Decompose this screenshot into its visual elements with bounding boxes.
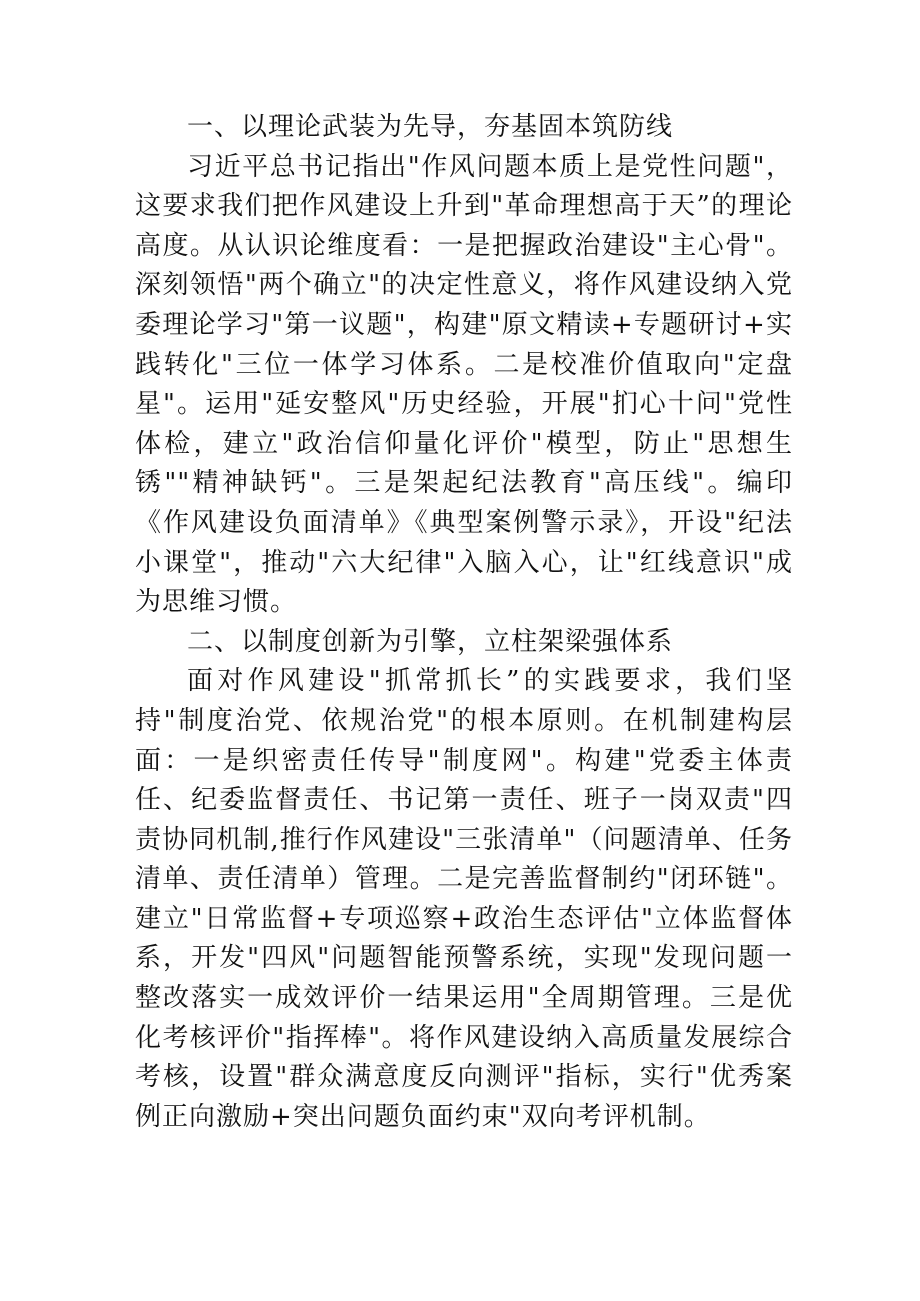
section-2-paragraph: 面对作风建设"抓常抓长”的实践要求，我们坚持"制度治党、依规治党"的根本原则。在机制建构层面：一是织密责任传导"制度网"。构建"党委主体责任、纪委监督责任、书记第一责任、班子一岗双责"四责协同机制,推行作风建设"三张清单"（问题清单、任务清单、责任清单）管理。二是完善监督制约"闭环链"。建立"日常监督+专项巡察+政治生态评估"立体监督体系，开发"四风"问题智能预警系统，实现"发现问题一整改落实一成效评价一结果运用"全周期管理。三是优化考核评价"指挥棒"。将作风建设纳入高质量发展综合考核，设置"群众满意度反向测评"指标，实行"优秀案例正向激励+突出问题负面约束"双向考评机制。	[135, 666, 793, 1132]
section-1-heading: 一、以理论武装为先导，夯基固本筑防线	[187, 112, 674, 142]
section-2-heading: 二、以制度创新为引擎，立柱架梁强体系	[187, 626, 674, 657]
document-body	[135, 108, 793, 1137]
section-1-paragraph: 习近平总书记指出"作风问题本质上是党性问题"，这要求我们把作风建设上升到"革命理想高于天”的理论高度。从认识论维度看：一是把握政治建设"主心骨"。深刻领悟"两个确立"的决定性意义，将作风建设纳入党委理论学习"第一议题"，构建"原文精读+专题研讨+实践转化"三位一体学习体系。二是校准价值取向"定盘星"。运用"延安整风"历史经验，开展"扪心十问"党性体检，建立"政治信仰量化评价"模型，防止"思想生锈""精神缺钙"。三是架起纪法教育"高压线"。编印《作风建设负面清单》《典型案例警示录》，开设"纪法小课堂"，推动"六大纪律"入脑入心，让"红线意识"成为思维习惯。	[135, 151, 793, 618]
